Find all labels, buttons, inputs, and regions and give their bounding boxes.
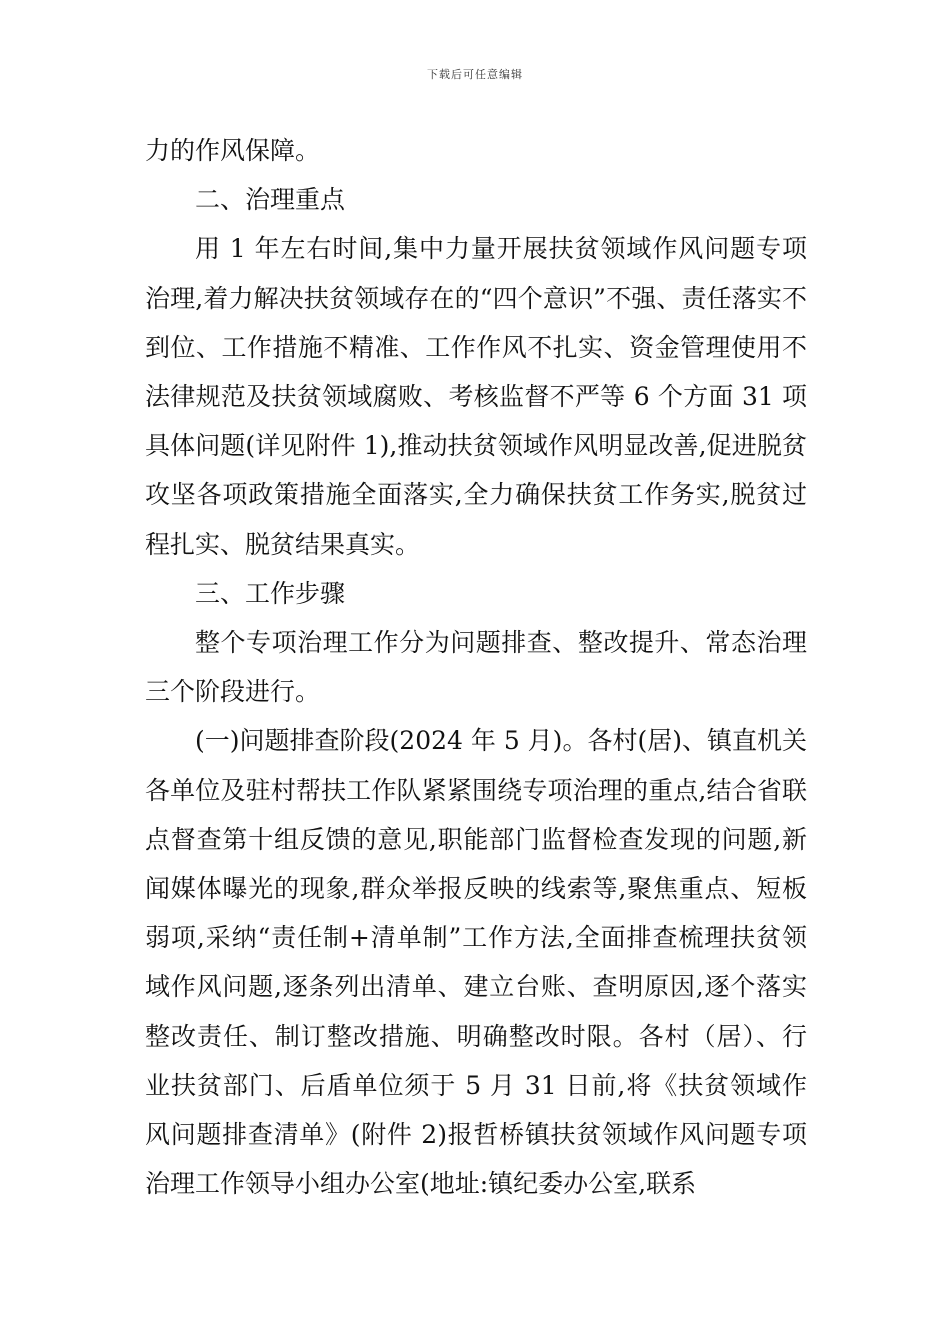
- page-header: 下载后可任意编辑: [427, 68, 523, 81]
- paragraph-3: 整个专项治理工作分为问题排查、整改提升、常态治理三个阶段进行。: [145, 628, 807, 707]
- section-heading-3: 三、工作步骤: [195, 578, 346, 608]
- paragraph-4: (一)问题排查阶段(2024 年 5 月)。各村(居)、镇直机关各单位及驻村帮扶工作队紧紧围绕专项治理的重点,结合省联点督查第十组反馈的意见,职能部门监督检查发现的问题,新闻媒体曝光的现象,群众举报反映的线索等,聚焦重点、短板弱项,采纳“责任制+清单制”工作方法,全面排查梳理扶贫领域作风问题,逐条列出清单、建立台账、查明原因,逐个落实整改责任、制订整改措施、明确整改时限。各村（居）、行业扶贫部门、后盾单位须于 5 月 31 日前,将《扶贫领域作风问题排查清单》(附件 2)报哲桥镇扶贫领域作风问题专项治理工作领导小组办公室(地址:镇纪委办公室,联系: [145, 726, 807, 1199]
- section-heading-2: 二、治理重点: [195, 185, 346, 215]
- document-body: [145, 126, 807, 1208]
- paragraph-2: 用 1 年左右时间,集中力量开展扶贫领域作风问题专项治理,着力解决扶贫领域存在的“四个意识”不强、责任落实不到位、工作措施不精准、工作作风不扎实、资金管理使用不法律规范及扶贫领域腐败、考核监督不严等 6 个方面 31 项具体问题(详见附件 1),推动扶贫领域作风明显改善,促进脱贫攻坚各项政策措施全面落实,全力确保扶贫工作务实,脱贫过程扎实、脱贫结果真实。: [145, 234, 807, 559]
- paragraph-1: 力的作风保障。: [145, 136, 321, 165]
